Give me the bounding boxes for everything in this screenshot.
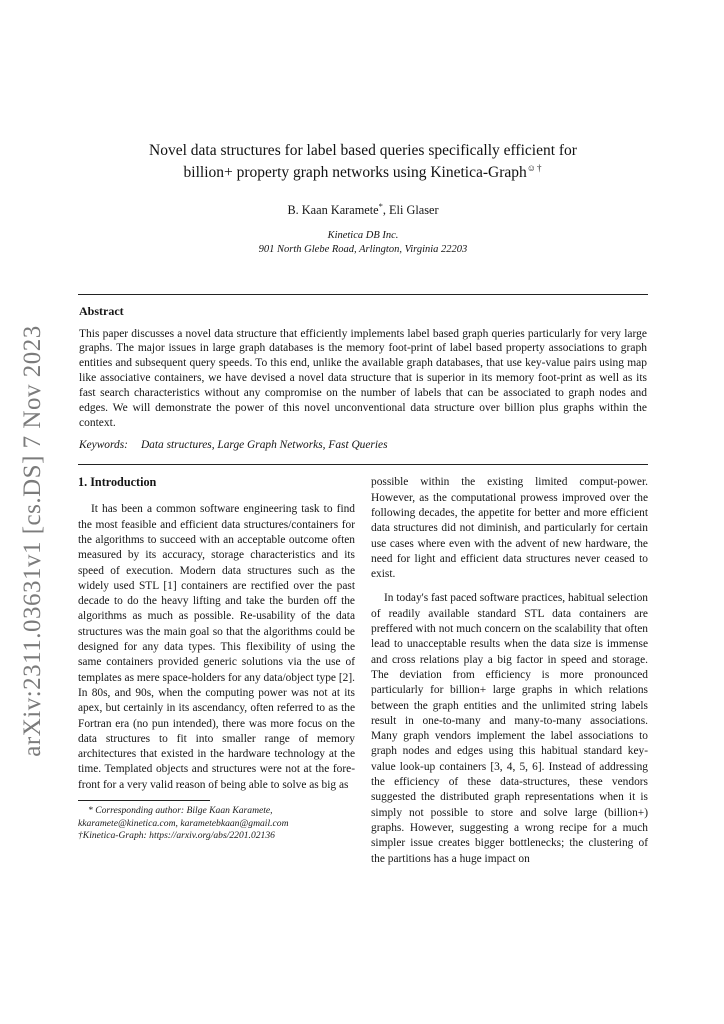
right-column [371, 475, 648, 866]
authors-line [78, 201, 648, 218]
footnote-text [78, 805, 355, 842]
keywords-line [79, 439, 647, 451]
keywords-label: Keywords: [79, 439, 128, 452]
intro-paragraph-2: In today's fast paced software practices, habitual selection of readily available standard STL data containers are preffered with not much concern on the scalability that often lead to unacceptable results when the data size is immense and cross relations play a big factor in speed and storage. The deviation from efficiency is more pronounced particularly for billion+ large graphs in which relations between the graph entities and the unlimited string labels result in one-to-many and many-to-many associations. Many graph vendors implement the label associations to graph nodes and edges using this habitual standard key-value look-up containers [3, 4, 5, 6]. Instead of addressing the efficiency of these data-structures, these vendors suggested the distributed graph representations when it is simply not possible to store and solve large (billion+) graphs. However, suggesting a wrong recipe for a much simpler issue creates bigger bottlenecks; the clustering of the partitions has a huge impact on [371, 592, 648, 865]
abstract-text: This paper discusses a novel data structure that efficiently implements label based graph queries particularly for very large graphs. The major issues in large graph databases is the memory foot-print of label based property associations to graph entities and subsequent query speeds. To this end, unlike the available graph databases, that use key-value pairs using map like associative containers, we have devised a novel data structure that is superior in its memory foot-print as well as its fast search characteristics without any compromise on the number of labels that can be associated to graph nodes and edges. We will demonstrate the power of this novel unconventional data structure over billion plus graphs within the context. [79, 327, 647, 429]
section-1-heading: 1. Introduction [78, 475, 157, 490]
paper-content [78, 0, 648, 867]
left-column [78, 475, 355, 866]
author-name-2: , Eli Glaser [382, 203, 439, 218]
footnote-corresponding-author: * Corresponding author: Bilge Kaan Karamete, [88, 805, 273, 817]
intro-paragraph-1-continued: possible within the existing limited comput-power. However, as the computational prowess improved over the following decades, the appetite for better and more efficient data structures did not diminish, and particularly for certain use cases where even with the advent of new hardware, the need for light and efficient data structures never ceased to exist. [371, 476, 648, 581]
author-name-1: B. Kaan Karamete [287, 203, 379, 218]
footnote-block [78, 800, 355, 842]
abstract-section [78, 294, 648, 466]
affiliation-name: Kinetica DB Inc. [327, 230, 399, 242]
footnote-emails: kkaramete@kinetica.com, karametebkaan@gmail.com [78, 817, 289, 829]
two-column-body [78, 475, 648, 866]
intro-paragraph-1: It has been a common software engineering task to find the most feasible and efficient data structures/containers for the algorithms to succeed with an acceptable outcome often measured by its accuracy, storage characteristics and its speed of execution. Modern data structures such as the widely used STL [1] containers are rectified over the past decade to do the heavy lifting and take the burden off the algorithms as much as possible. Re-usability of the data structures was the main goal so that the algorithms could be designed for any data types. This flexibility of using the same containers provided generic solutions via the use of templates as mere space-holders for any data/object type [2]. In 80s, and 90s, when the computing power was not at its apex, but certainly in its ascendancy, often referred to as the Fortran era (no pun intended), there was more focus on the data structures to fit into smaller range of memory architectures that existed in the hardware technology at the time. Templated objects and structures were not at the fore-front for a very valid reason of being able to solve as big as [78, 503, 355, 791]
keywords-value: Data structures, Large Graph Networks, Fast Queries [140, 439, 388, 452]
paper-title-line2: billion+ property graph networks using Kinetica-Graph [183, 164, 527, 182]
footnote-divider [78, 800, 210, 801]
paper-title-line1: Novel data structures for label based queries specifically efficient for [149, 142, 577, 159]
title-block [78, 140, 648, 258]
abstract-heading: Abstract [79, 303, 124, 318]
affiliation-block [78, 229, 648, 257]
corresponding-author-marker: * [378, 201, 383, 212]
footnote-kinetica-graph-link: †Kinetica-Graph: https://arxiv.org/abs/2201.02136 [78, 829, 275, 841]
paper-title [78, 140, 648, 184]
affiliation-address: 901 North Glebe Road, Arlington, Virginia 22203 [258, 244, 468, 256]
title-footnote-marker: ☺† [526, 163, 543, 173]
arxiv-identifier-watermark: arXiv:2311.03631v1 [cs.DS] 7 Nov 2023 [19, 325, 46, 757]
